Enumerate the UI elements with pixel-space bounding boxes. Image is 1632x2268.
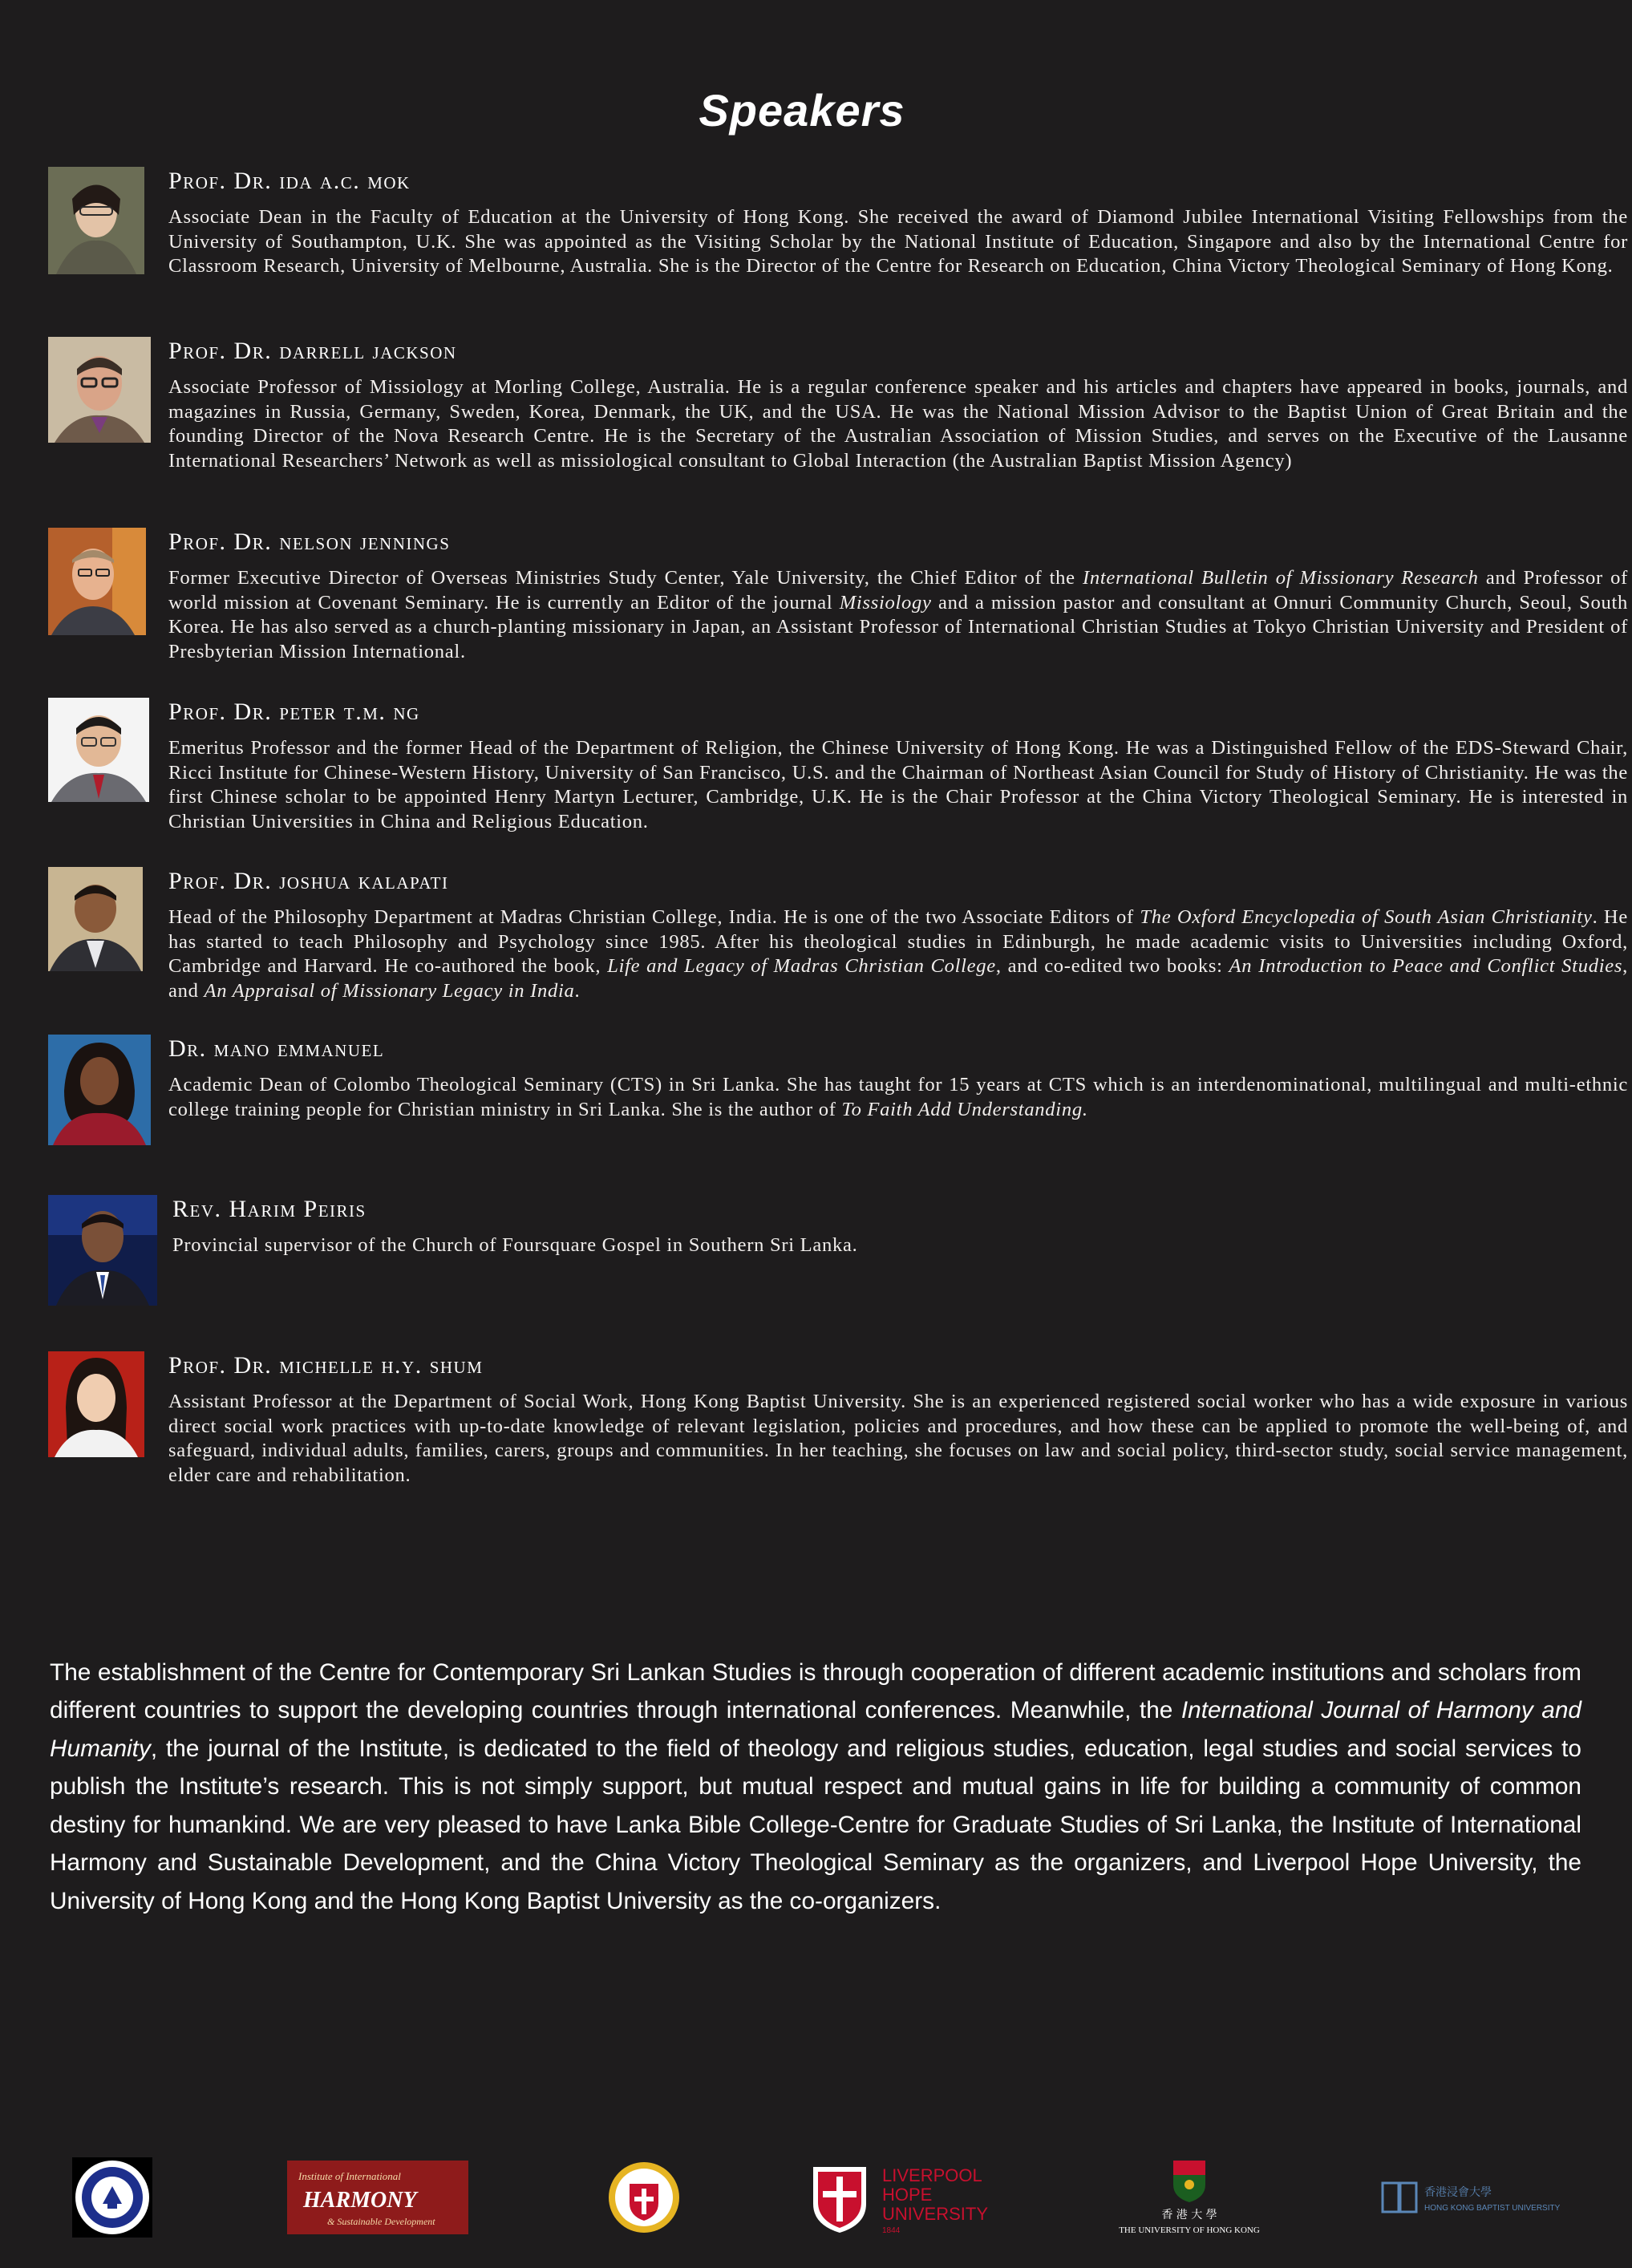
speaker-name: Rev. Harim Peiris: [172, 1196, 366, 1222]
bio-title: Life and Legacy of Madras Christian College: [607, 955, 996, 977]
page-title: Speakers: [699, 85, 905, 136]
harmony-main-text: HARMONY: [303, 2188, 417, 2213]
hku-logo: [1105, 2157, 1274, 2238]
bio-text: and a mission pastor and consultant at Onnuri Community Church, Seoul, South Korea. He has also served as a church-planting missionary in Japan, an Assistant Professor of International Christian Studies at Tokyo Christian University and President of Presbyterian Mission International.: [168, 591, 1628, 662]
bio-title: An Introduction to Peace and Conflict Studies: [1229, 955, 1623, 977]
hkbu-english-text: HONG KONG BAPTIST UNIVERSITY: [1424, 2204, 1561, 2213]
liverpool-hope-logo: [808, 2159, 989, 2236]
harmony-institute-logo: [287, 2161, 468, 2234]
hope-text: HOPE: [882, 2185, 933, 2205]
speaker-photo: [48, 698, 149, 802]
hku-english-text: THE UNIVERSITY OF HONG KONG: [1119, 2225, 1260, 2235]
bio-text: , and co-edited two books:: [995, 955, 1229, 977]
closing-text: , the journal of the Institute, is dedicated to the field of theology and religious studies, education, legal studies and social services to publish the Institute’s research. This is not simply support, but mutual respect and mutual gains in life for building a community of common destiny for humankind. We are very pleased to have Lanka Bible College-Centre for Graduate Studies of Sri Lanka, the Institute of International Harmony and Sustainable Development, and the China Victory Theological Seminary as the organizers, and Liverpool Hope University, the University of Hong Kong and the Hong Kong Baptist University as the co-organizers.: [50, 1735, 1581, 1914]
closing-paragraph: [50, 1654, 1581, 1921]
logo-bar: [0, 2157, 1604, 2254]
speaker-bio: Associate Professor of Missiology at Morling College, Australia. He is a regular conference speaker and his articles and chapters have appeared in books, journals, and magazines in Russia, Germany, Sweden, Korea, Denmark, the UK, and the USA. He was the National Mission Advisor to the Baptist Union of Great Britain and the founding Director of the Nova Research Centre. He is the Secretary of the Australian Association of Mission Studies, and serves on the Executive of the Lausanne International Researchers’ Network as well as missiological consultant to Global Interaction (the Australian Baptist Mission Agency): [168, 376, 1628, 472]
speaker-name: Prof. Dr. michelle h.y. shum: [168, 1352, 484, 1379]
speaker-bio: Associate Dean in the Faculty of Education at the University of Hong Kong. She received the award of Diamond Jubilee International Visiting Fellowships from the University of Southampton, U.K. She was appointed as the Visiting Scholar by the National Institute of Education, Singapore and also by the International Centre for Classroom Research, University of Melbourne, Australia. She is the Director of the Centre for Research on Education, China Victory Theological Seminary of Hong Kong.: [168, 206, 1628, 277]
bio-text: and Professor of world mission at Covenant Seminary. He is currently an Editor of the journal: [168, 567, 1628, 614]
harmony-bottom-text: & Sustainable Development: [327, 2216, 435, 2227]
hku-chinese-text: 香 港 大 學: [1161, 2209, 1217, 2221]
speaker-bio: [168, 1073, 1628, 1122]
bio-text: , and: [168, 955, 1628, 1002]
bio-text: . He has started to teach Philosophy and Psychology since 1985. After his theological studies in Edinburgh, he made academic visits to Universities including Oxford, Cambridge and Harvard. He co-authored the book,: [168, 906, 1628, 977]
bio-title: An Appraisal of Missionary Legacy in India: [204, 979, 575, 1002]
speaker-bio: Provincial supervisor of the Church of Foursquare Gospel in Southern Sri Lanka.: [172, 1234, 858, 1256]
hkbu-chinese-text: 香港浸會大學: [1424, 2186, 1492, 2199]
speaker-photo: [48, 1195, 157, 1306]
closing-text: The establishment of the Centre for Contemporary Sri Lankan Studies is through cooperation of different academic institutions and scholars from different countries to support the developing countries through international conferences. Meanwhile, the: [50, 1658, 1581, 1724]
speaker-name: Prof. Dr. nelson jennings: [168, 529, 451, 555]
bio-text: Head of the Philosophy Department at Madras Christian College, India. He is one of the two Associate Editors of: [168, 906, 1140, 928]
speaker-photo: [48, 528, 146, 635]
speaker-photo: [48, 1351, 144, 1457]
speaker-bio: [168, 905, 1628, 1003]
year-text: 1844: [882, 2226, 901, 2235]
speaker-bio: Assistant Professor at the Department of Social Work, Hong Kong Baptist University. She is an experienced registered social worker who has a wide exposure in various direct social work practices with up-to-date knowledge of relevant legislation, policies and procedures, and how these can be applied to promote the well-being of, and safeguard, individual adults, families, carers, groups and communities. In her teaching, she focuses on law and social policy, third-sector study, social service management, elder care and rehabilitation.: [168, 1391, 1628, 1486]
speaker-photo: [48, 337, 151, 443]
speaker-photo: [48, 167, 144, 274]
speaker-bio: Emeritus Professor and the former Head of the Department of Religion, the Chinese University of Hong Kong. He was a Distinguished Fellow of the EDS-Steward Chair, Ricci Institute for Chinese-Western History, University of San Francisco, U.S. and the Chairman of Northeast Asian Council for Study of History of Christianity. He was the first Chinese scholar to be appointed Henry Martyn Lecturer, Cambridge, U.K. He is the Chair Professor at the China Victory Theological Seminary. He is interested in Christian Universities in China and Religious Education.: [168, 737, 1628, 832]
university-text: UNIVERSITY: [882, 2204, 989, 2224]
lbc-logo: [72, 2157, 152, 2238]
cvts-logo: [608, 2161, 680, 2234]
liverpool-text: LIVERPOOL: [882, 2165, 982, 2185]
bio-title: International Bulletin of Missionary Research: [1082, 567, 1479, 589]
speaker-photo: [48, 1035, 151, 1145]
speaker-name: Prof. Dr. ida a.c. mok: [168, 168, 411, 194]
speaker-name: Prof. Dr. darrell jackson: [168, 338, 457, 364]
speaker-name: Prof. Dr. joshua kalapati: [168, 868, 449, 894]
speaker-name: Dr. mano emmanuel: [168, 1035, 385, 1062]
harmony-top-text: Institute of International: [298, 2170, 401, 2182]
hkbu-logo: [1379, 2175, 1561, 2223]
bio-text: .: [574, 979, 581, 1002]
bio-text: Academic Dean of Colombo Theological Seminary (CTS) in Sri Lanka. She has taught for 15 years at CTS which is an interdenominational, multilingual and multi-ethnic college training people for Christian ministry in Sri Lanka. She is the author of: [168, 1074, 1628, 1120]
bio-text: Former Executive Director of Overseas Ministries Study Center, Yale University, the Chief Editor of the: [168, 567, 1083, 589]
speaker-photo: [48, 867, 143, 971]
journal-title: International Journal of Harmony and Humanity: [50, 1697, 1581, 1762]
bio-title: Missiology: [839, 591, 932, 614]
speaker-name: Prof. Dr. peter t.m. ng: [168, 699, 420, 725]
speaker-bio: [168, 566, 1628, 664]
bio-title: To Faith Add Understanding.: [841, 1098, 1088, 1120]
bio-title: The Oxford Encyclopedia of South Asian Christianity: [1140, 906, 1593, 928]
